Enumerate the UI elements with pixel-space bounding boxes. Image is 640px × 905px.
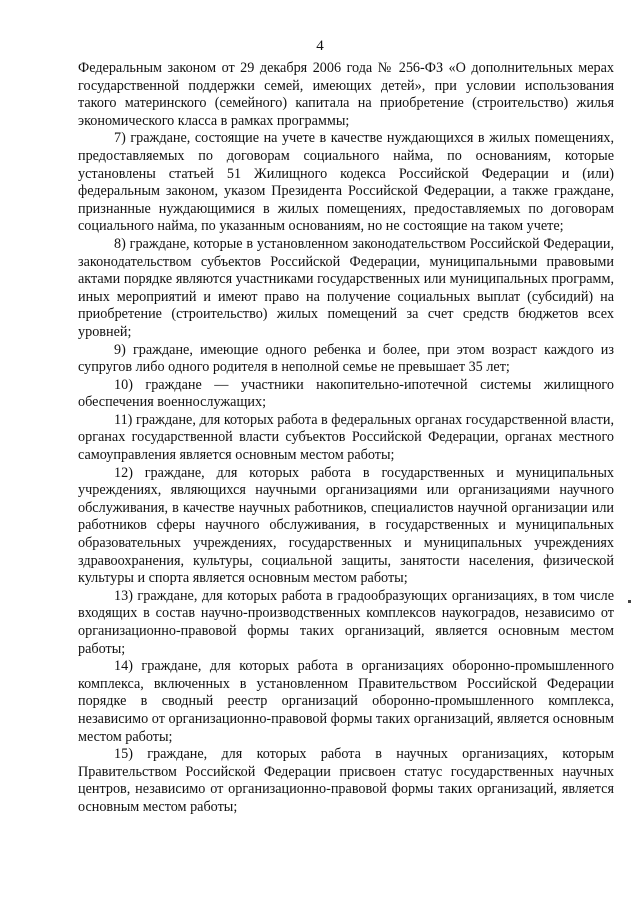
paragraph-item-8: 8) граждане, которые в установленном законодательством Российской Федерации, законодательством субъектов Российской Федерации, муниципальными правовыми актами порядке являются участниками государственных или муниципальных программ, иных мероприятий и имеют право на получение социальных выплат (субсидий) на приобретение (строительство) жилых помещений за счет средств бюджетов всех уровней; [78, 235, 614, 340]
paragraph-item-11: 11) граждане, для которых работа в федеральных органах государственной власти, органах государственной власти субъектов Российской Федерации, органах местного самоуправления является основным местом работы; [78, 411, 614, 464]
page-number: 4 [316, 38, 324, 54]
document-body [78, 60, 614, 817]
paragraph-item-9: 9) граждане, имеющие одного ребенка и более, при этом возраст каждого из супругов либо одного родителя в неполной семье не превышает 35 лет; [78, 341, 614, 376]
paragraph-item-14: 14) граждане, для которых работа в организациях оборонно-промышленного комплекса, включенных в установленном Правительством Российской Федерации порядке в сводный реестр организаций оборонно-промышленного комплекса, независимо от организационно-правовой формы таких организаций, является основным местом работы; [78, 658, 614, 745]
paragraph-item-15: 15) граждане, для которых работа в научных организациях, которым Правительством Российской Федерации присвоен статус государственных научных центров, независимо от организационно-правовой формы таких организаций, является основным местом работы; [78, 746, 614, 815]
paragraph-item-13: 13) граждане, для которых работа в градообразующих организациях, в том числе входящих в состав научно-производственных комплексов наукоградов, независимо от организационно-правовой формы таких организаций, является основным местом работы; [78, 587, 614, 657]
paragraph-item-12: 12) граждане, для которых работа в государственных и муниципальных учреждениях, являющихся научными организациями или организациями научного обслуживания, в качестве научных работников, специалистов научной организации или работников сферы научного обслуживания, в государственных и муниципальных образовательных учреждениях, государственных и муниципальных учреждениях здравоохранения, культуры, социальной защиты, занятости населения, физической культуры и спорта является основным местом работы; [78, 464, 614, 587]
paragraph-item-7: 7) граждане, состоящие на учете в качестве нуждающихся в жилых помещениях, предоставляемых по договорам социального найма, по основаниям, которые установлены статьей 51 Жилищного кодекса Российской Федерации и (или) федеральным законом, указом Президента Российской Федерации, а также граждане, признанные нуждающимися в жилых помещениях, предоставляемых по договорам социального найма, по указанным основаниям, но не состоящие на таком учете; [78, 130, 614, 235]
paragraph-item-10: 10) граждане — участники накопительно-ипотечной системы жилищного обеспечения военнослужащих; [78, 376, 614, 411]
scan-speck [628, 600, 631, 603]
paragraph-continuation: Федеральным законом от 29 декабря 2006 года № 256-ФЗ «О дополнительных мерах государственной поддержки семей, имеющих детей», при условии использования такого материнского (семейного) капитала на приобретение (строительство) жилья экономического класса в рамках программы; [78, 60, 614, 129]
